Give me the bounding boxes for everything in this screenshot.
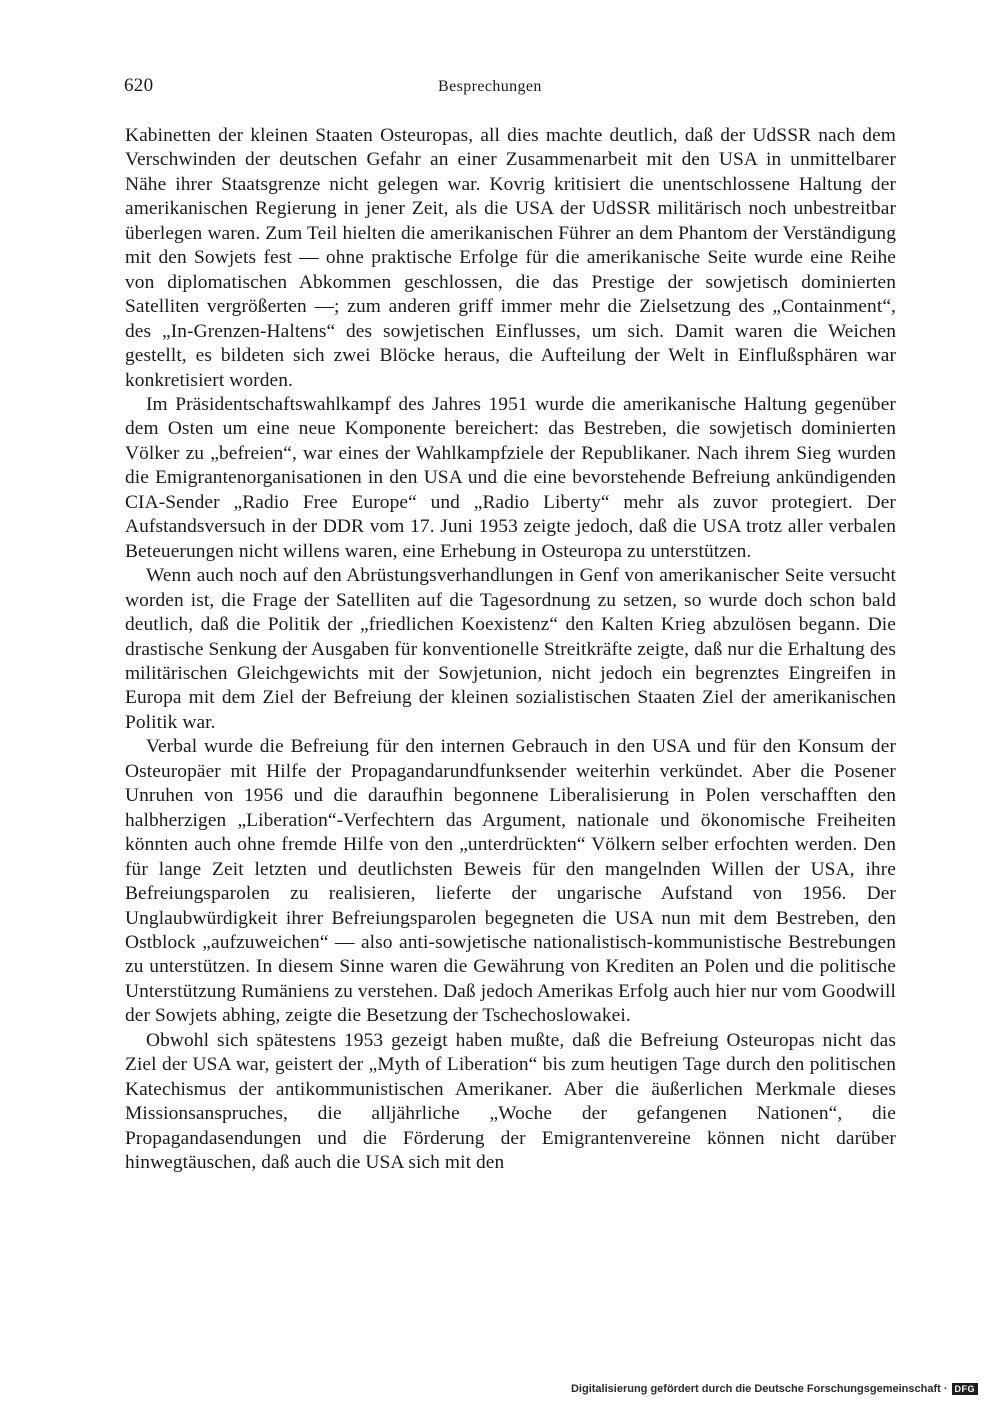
dfg-logo: DFG xyxy=(952,1383,979,1395)
running-head: Besprechungen xyxy=(438,78,542,95)
paragraph: Obwohl sich spätestens 1953 gezeigt haben mußte, daß die Befreiung Osteuropas nicht das Ziel der USA war, geistert der „Myth of Liberation“ bis zum heutigen Tage durch den politischen Katechismus der antikommunistischen Amerikaner. Aber die äußerlichen Merkmale dieses Missionsanspruches, die alljährliche „Woche der gefangenen Nationen“, die Propagandasendungen und die Förderung der Emigrantenvereine können nicht darüber hinwegtäuschen, daß auch die USA sich mit den xyxy=(125,1029,896,1174)
body-text xyxy=(125,124,896,1175)
footer-credit: Digitalisierung gefördert durch die Deutsche Forschungsgemeinschaft · xyxy=(570,1383,948,1395)
page-number: 620 xyxy=(124,75,154,96)
paragraph: Kabinetten der kleinen Staaten Osteuropas, all dies machte deutlich, daß der UdSSR nach dem Verschwinden der deutschen Gefahr an einer Zusammenarbeit mit den USA in unmittelbarer Nähe ihrer Staatsgrenze nicht gelegen war. Kovrig kritisiert die unentschlossene Haltung der amerikanischen Regierung in jener Zeit, als die USA der UdSSR militärisch noch unbestreitbar überlegen waren. Zum Teil hielten die amerikanischen Führer an dem Phantom der Verständigung mit den Sowjets fest — ohne praktische Erfolge für die amerikanische Seite wurde eine Reihe von diplomatischen Abkommen geschlossen, die das Prestige der sowjetisch dominierten Satelliten vergrößerten —; zum anderen griff immer mehr die Zielsetzung des „Containment“, des „In-Grenzen-Haltens“ des sowjetischen Einflusses, um sich. Damit waren die Weichen gestellt, es bildeten sich zwei Blöcke heraus, die Aufteilung der Welt in Einflußsphären war konkretisiert worden. xyxy=(125,125,896,391)
paragraph: Im Präsidentschaftswahlkampf des Jahres 1951 wurde die amerikanische Haltung gegenüber dem Osten um eine neue Komponente bereichert: das Bestreben, die sowjetisch dominierten Völker zu „befreien“, war eines der Wahlkampfziele der Republikaner. Nach ihrem Sieg wurden die Emigrantenorganisationen in den USA und die eine bevorstehende Befreiung ankündigenden CIA-Sender „Radio Free Europe“ und „Radio Liberty“ mehr als zuvor protegiert. Der Aufstandsversuch in der DDR vom 17. Juni 1953 zeigte jedoch, daß die USA trotz aller verbalen Beteuerungen nicht willens waren, eine Erhebung in Osteuropa zu unterstützen. xyxy=(125,393,896,562)
paragraph: Wenn auch noch auf den Abrüstungsverhandlungen in Genf von amerikanischer Seite versucht worden ist, die Frage der Satelliten auf die Tagesordnung zu setzen, so wurde doch schon bald deutlich, daß die Politik der „friedlichen Koexistenz“ den Kalten Krieg abzulösen begann. Die drastische Senkung der Ausgaben für konventionelle Streitkräfte zeigte, daß nur die Erhaltung des militärischen Gleichgewichts mit der Sowjetunion, nicht jedoch ein begrenztes Eingreifen in Europa mit dem Ziel der Befreiung der kleinen sozialistischen Staaten Ziel der amerikanischen Politik war. xyxy=(125,565,896,733)
digitization-footer xyxy=(571,1383,978,1395)
paragraph: Verbal wurde die Befreiung für den internen Gebrauch in den USA und für den Konsum der Osteuropäer mit Hilfe der Propagandarundfunksender weiterhin verkündet. Aber die Posener Unruhen von 1956 und die daraufhin begonnene Liberalisierung in Polen verschafften den halbherzigen „Liberation“-Verfechtern das Argument, nationale und ökonomische Freiheiten könnten auch ohne fremde Hilfe von den „unterdrückten“ Völkern selber erfochten werden. Den für lange Zeit letzten und deutlichsten Beweis für den mangelnden Willen der USA, ihre Befreiungsparolen zu realisieren, lieferte der ungarische Aufstand von 1956. Der Unglaubwürdigkeit ihrer Befreiungsparolen begegneten die USA nun mit dem Bestreben, den Ostblock „aufzuweichen“ — also anti-sowjetische nationalistisch-kommunistische Bestrebungen zu unterstützen. In diesem Sinne waren die Gewährung von Krediten an Polen und die politische Unterstützung Rumäniens zu verstehen. Daß jedoch Amerikas Erfolg auch hier nur vom Goodwill der Sowjets abhing, zeigte die Besetzung der Tschechoslowakei. xyxy=(125,736,896,1027)
